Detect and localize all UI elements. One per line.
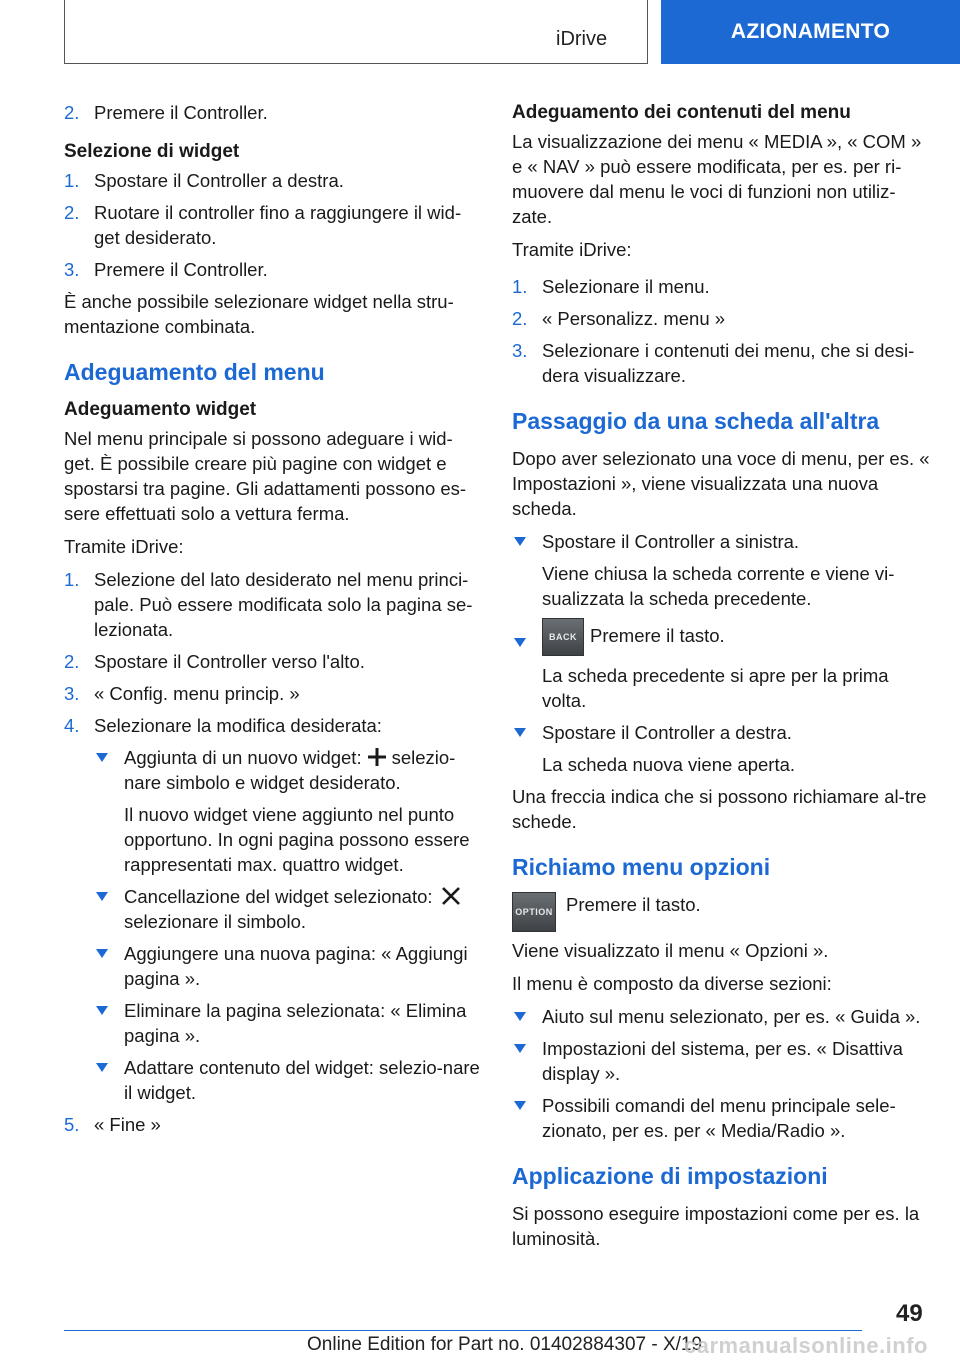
bullet-triangle-icon bbox=[96, 1006, 108, 1015]
bullet-triangle-icon bbox=[514, 638, 526, 647]
footer-divider bbox=[64, 1330, 862, 1331]
bullet-triangle-icon bbox=[514, 1012, 526, 1021]
heading-switch-tabs: Passaggio da una scheda all'altra bbox=[512, 408, 880, 434]
combined-note: È anche possibile selezionare widget nella stru-mentazione combinata. bbox=[64, 291, 454, 337]
list-item: 1. Spostare il Controller a destra. bbox=[64, 170, 344, 191]
page-number: 49 bbox=[896, 1300, 923, 1327]
bullet-add-widget: Aggiunta di un nuovo widget: selezio-nare simbolo e widget desiderato. bbox=[94, 745, 482, 795]
list-item: Impostazioni del sistema, per es. « Disattiva display ». bbox=[512, 1036, 930, 1086]
watermark: carmanualsonline.info bbox=[684, 1333, 928, 1358]
bullet-triangle-icon bbox=[514, 1044, 526, 1053]
heading-widget-select: Selezione di widget bbox=[64, 141, 240, 162]
list-item: 2. « Personalizz. menu » bbox=[512, 308, 726, 329]
switch-text: Dopo aver selezionato una voce di menu, per es. « Impostazioni », viene visualizzata una nuova scheda. bbox=[512, 448, 930, 519]
bullet-triangle-icon bbox=[514, 537, 526, 546]
back-key-note: La scheda precedente si apre per la prima volta. bbox=[542, 665, 889, 711]
bullet-triangle-icon bbox=[514, 728, 526, 737]
list-item: Possibili comandi del menu principale sele-zionato, per es. per « Media/Radio ». bbox=[512, 1093, 930, 1143]
list-item: 3. Selezionare i contenuti dei menu, che si desi-dera visualizzare. bbox=[512, 340, 915, 386]
list-item: 5. « Fine » bbox=[64, 1114, 161, 1135]
arrow-note: Una freccia indica che si possono richiamare al-tre schede. bbox=[512, 786, 927, 832]
header-chapter-tab[interactable]: AZIONAMENTO bbox=[661, 0, 960, 64]
heading-menu-content: Adeguamento dei contenuti del menu bbox=[512, 102, 851, 123]
list-item: 3. « Config. menu princip. » bbox=[64, 683, 300, 704]
option-button-icon: OPTION bbox=[512, 892, 556, 932]
heading-widget-adjust: Adeguamento widget bbox=[64, 399, 257, 420]
via-idrive-label: Tramite iDrive: bbox=[512, 239, 632, 260]
bullet-move-right: Spostare il Controller a destra. bbox=[512, 720, 930, 745]
options-key-row bbox=[512, 892, 930, 938]
heading-options: Richiamo menu opzioni bbox=[512, 854, 771, 880]
right-column bbox=[512, 100, 930, 1259]
list-item: 2. Premere il Controller. bbox=[64, 102, 268, 123]
bullet-add-page: Aggiungere una nuova pagina: « Aggiungi pagina ». bbox=[94, 941, 482, 991]
list-item: Aiuto sul menu selezionato, per es. « Guida ». bbox=[512, 1004, 930, 1029]
via-idrive-label: Tramite iDrive: bbox=[64, 536, 184, 557]
bullet-delete-widget: Cancellazione del widget selezionato: selezionare il simbolo. bbox=[94, 884, 482, 934]
list-item: 1. Selezionare il menu. bbox=[512, 276, 710, 297]
widget-adjust-text: Nel menu principale si possono adeguare i wid-get. È possibile creare più pagine con widget e spostarsi tra pagine. Gli adattamenti possono es-sere effettuati solo a vettura ferma. bbox=[64, 428, 467, 524]
apply-text: Si possono eseguire impostazioni come per es. la luminosità. bbox=[512, 1203, 920, 1249]
bullet-adapt-content: Adattare contenuto del widget: selezio-nare il widget. bbox=[94, 1055, 482, 1105]
heading-apply-settings: Applicazione di impostazioni bbox=[512, 1163, 828, 1189]
plus-icon bbox=[366, 748, 388, 766]
move-right-note: La scheda nuova viene aperta. bbox=[542, 754, 796, 775]
add-widget-note: Il nuovo widget viene aggiunto nel punto opportuno. In ogni pagina possono essere rappresentati max. quattro widget. bbox=[124, 804, 470, 875]
header-section-title: iDrive bbox=[556, 28, 608, 50]
list-item: 4. Selezionare la modifica desiderata: bbox=[64, 715, 382, 736]
list-item: 3. Premere il Controller. bbox=[64, 259, 268, 280]
bullet-delete-page: Eliminare la pagina selezionata: « Elimina pagina ». bbox=[94, 998, 482, 1048]
bullet-triangle-icon bbox=[96, 1063, 108, 1072]
back-button-icon: BACK bbox=[542, 618, 584, 656]
move-left-note: Viene chiusa la scheda corrente e viene vi-sualizzata la scheda precedente. bbox=[542, 563, 895, 609]
list-item: 1. Selezione del lato desiderato nel menu princi-pale. Può essere modificata solo la pagina se-lezionata. bbox=[64, 569, 473, 640]
bullet-triangle-icon bbox=[514, 1101, 526, 1110]
bullet-triangle-icon bbox=[96, 892, 108, 901]
heading-menu-adjust: Adeguamento del menu bbox=[64, 359, 325, 385]
options-press-text: Premere il tasto. bbox=[566, 894, 701, 915]
bullet-triangle-icon bbox=[96, 753, 108, 762]
list-item: 2. Spostare il Controller verso l'alto. bbox=[64, 651, 365, 672]
options-sections: Il menu è composto da diverse sezioni: bbox=[512, 973, 832, 994]
menu-content-text: La visualizzazione dei menu « MEDIA », « COM » e « NAV » può essere modificata, per es. per ri-muovere dal menu le voci di funzioni non utiliz-zate. bbox=[512, 131, 922, 227]
bullet-triangle-icon bbox=[96, 949, 108, 958]
footer-edition: Online Edition for Part no. 01402884307 - X/19 bbox=[307, 1334, 703, 1355]
sub-options bbox=[64, 745, 482, 1105]
close-icon bbox=[441, 886, 461, 906]
bullet-back-key: BACK Premere il tasto. bbox=[512, 618, 930, 656]
left-column bbox=[64, 100, 482, 1144]
bullet-move-left: Spostare il Controller a sinistra. bbox=[512, 529, 930, 554]
options-shown: Viene visualizzato il menu « Opzioni ». bbox=[512, 940, 829, 961]
list-item: 2. Ruotare il controller fino a raggiungere il wid-get desiderato. bbox=[64, 202, 462, 248]
